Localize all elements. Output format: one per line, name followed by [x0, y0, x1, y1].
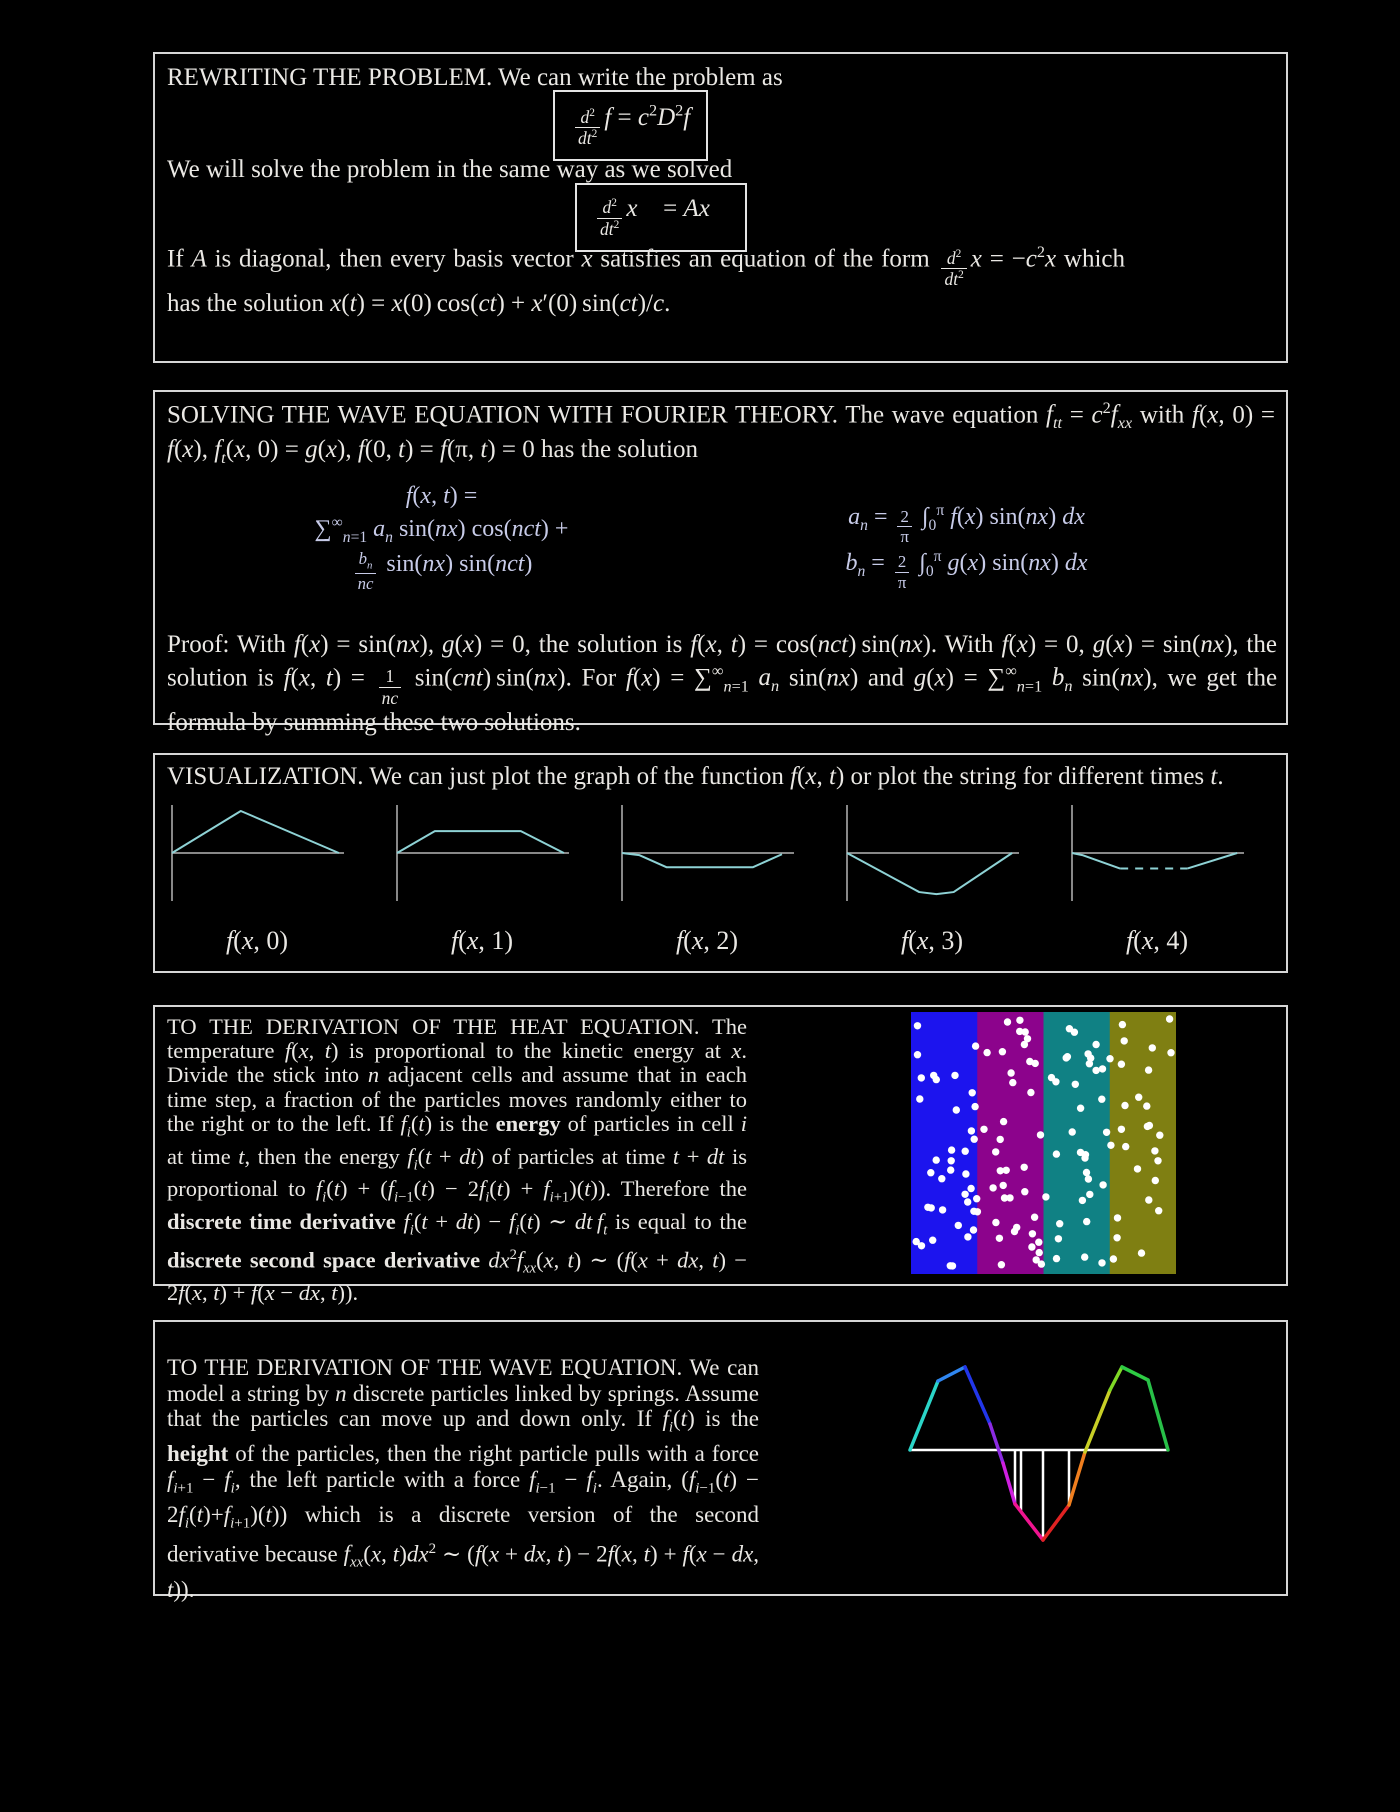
- coefficient-an: $a_n$ = $\frac{2}{\pi}$ $\int_0^\pi$ f(x) sin(nx) dx: [848, 502, 1085, 547]
- rewriting-intro-text: REWRITING THE PROBLEM. We can write the problem as: [167, 64, 783, 91]
- mini-plot-4: [1068, 803, 1246, 903]
- wave-derivation-text: TO THE DERIVATION OF THE WAVE EQUATION. We can model a string by n discrete particles linked by springs. Assume that the particles can move up and down only. If $f_i(t)$ is the height of the particles, then the right particle pulls with a force $f_{i+1} - f_i$, the left particle with a force $f_{i-1} - f_i$. Again, $(f_{i-1}(t) - 2f_i(t)+f_{i+1})(t)$) which is a discrete version of the second derivative because $f_{xx}(x$, $t)dx^2$ ∼ (f(x + dx, t) − 2f(x, t) + f(x − dx, t)).: [167, 1355, 760, 1602]
- string-snapshots-row: [168, 803, 1246, 956]
- particles-image: [911, 1012, 1176, 1274]
- plot-label-1: f(x, 1): [450, 926, 514, 955]
- section-heat-derivation: [153, 1005, 1288, 1305]
- fourier-proof: Proof: With f(x) = sin(nx), g(x) = 0, the solution is f(x, t) = cos(nct) sin(nx). With f(x) = 0, g(x) = sin(nx), the solution is f(x, t) = $\frac{1}{nc}$ sin(cnt) sin(nx). For $f(x) = \sum^\infty_{n=1}$ $a_n$ sin(nx) and $g(x) = \sum^\infty_{n=1}$ $b_n$ sin(nx), we get the formula by summing these two solutions.: [167, 631, 1278, 736]
- heat-derivation-text: TO THE DERIVATION OF THE HEAT EQUATION. The temperature f(x, t) is proportional to the kinetic energy at x. Divide the stick into n adjacent cells and assume that in each time step, a fraction of the particles moves randomly either to the right or to the left. If $f_i(t)$ is the energy of particles in cell i at time t, then the energy $f_i(t + dt)$ of particles at time t + dt is proportional to $f_i(t) + (f_{i-1}(t) - 2f_i(t) + f_{i+1})(t)$). Therefore the discrete time derivative $f_i(t + dt) - f_i(t)$ ∼ dt $f_t$ is equal to the discrete second space derivative $dx^2f_{xx}(x$, t) ∼ (f(x + dx, t) − 2f(x, t) + f(x − dx, t)).: [167, 1014, 748, 1305]
- equation-wave-operator: $\frac{d^2}{dt^2}$ $f = c^2D^2f$: [571, 104, 690, 131]
- string-model-image: [880, 1330, 1180, 1570]
- equation-box-wave-operator: [553, 90, 708, 161]
- mini-plot-0: [168, 803, 346, 903]
- plot-label-3: f(x, 3): [900, 926, 964, 955]
- fourier-header: SOLVING THE WAVE EQUATION WITH FOURIER THEORY. The wave equation $f_{tt} = c^2f_{xx}$ with f(x, 0) = f(x), $f_t(x$, 0) = g(x), f(0, t) = f(π, t) = 0 has the solution: [167, 399, 1275, 467]
- coefficients-formula-box: [794, 490, 1139, 602]
- section-visualization: [153, 753, 1288, 973]
- section-fourier-solution: [153, 390, 1288, 736]
- visualization-header: VISUALIZATION. We can just plot the graph of the function f(x, t) or plot the string for different times t.: [167, 763, 1224, 790]
- coefficient-bn: $b_n$ = $\frac{2}{\pi}$ $\int_0^\pi$ g(x) sin(nx) dx: [845, 548, 1088, 592]
- particles-canvas: [911, 1012, 1176, 1274]
- plot-cell-4: [1068, 803, 1246, 956]
- plot-cell-0: [168, 803, 346, 956]
- plot-label-2: f(x, 2): [675, 926, 739, 955]
- mini-plot-2: [618, 803, 796, 903]
- string-model-canvas: [880, 1330, 1180, 1570]
- plot-cell-2: [618, 803, 796, 956]
- plot-cell-1: [393, 803, 571, 956]
- section-wave-derivation: [153, 1320, 1288, 1602]
- rewriting-mid-text: We will solve the problem in the same way as we solved: [167, 156, 733, 183]
- rewriting-paragraph: If A is diagonal, then every basis vector x satisfies an equation of the form $\frac{d^2}{dt^2}$ $x = -c^2x$ which has the solution x(t) = x(0) cos(ct) + x′(0) sin(ct)/c.: [167, 243, 1125, 318]
- plot-cell-3: [843, 803, 1021, 956]
- equation-ode-system: $\frac{d^2}{dt^2}$ x⃗ = Ax⃗: [593, 195, 729, 222]
- solution-line-1: f(x, t) =: [405, 483, 478, 510]
- plot-label-0: f(x, 0): [225, 926, 289, 955]
- mini-plot-1: [393, 803, 571, 903]
- solution-formula-box: [269, 475, 614, 598]
- solution-line-3: $\frac{b_n}{nc}$ sin(nx) sin(nct): [351, 548, 533, 593]
- mini-plot-3: [843, 803, 1021, 903]
- plot-label-4: f(x, 4): [1125, 926, 1189, 955]
- solution-line-2: $\sum^\infty_{n=1}$ $a_n$ sin(nx) cos(nct) +: [314, 514, 569, 547]
- section-rewriting-problem: [153, 52, 1288, 363]
